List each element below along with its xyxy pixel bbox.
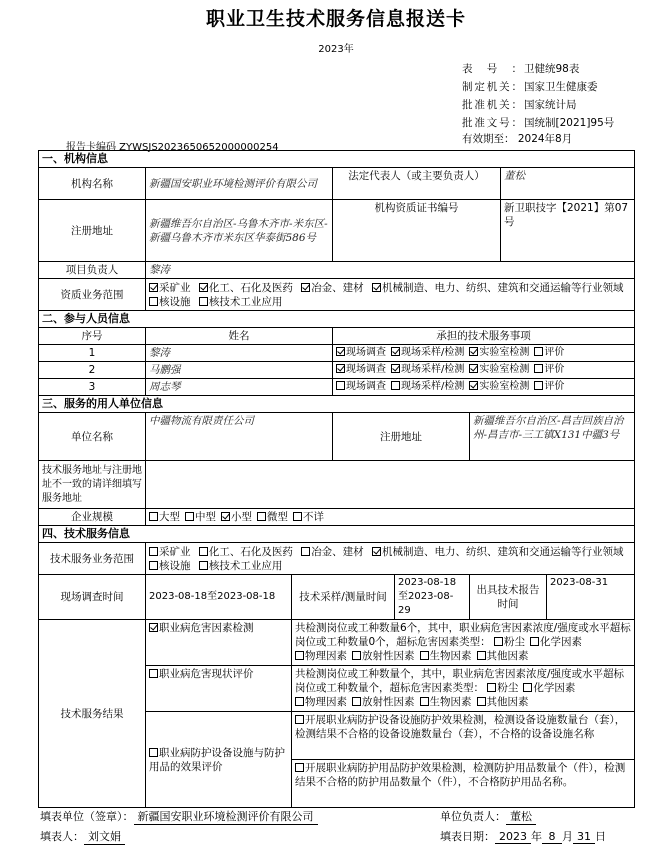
type-option[interactable] (530, 636, 582, 648)
result-detail (292, 620, 635, 666)
item-option[interactable] (391, 381, 464, 392)
reg-addr-label: 注册地址 (333, 413, 470, 461)
type-option[interactable] (477, 650, 529, 662)
filler-label: 填表人： (40, 830, 84, 843)
result-detail (292, 666, 635, 712)
col-name: 姓名 (146, 328, 333, 345)
checkbox[interactable] (293, 512, 302, 521)
type-label: 化学因素 (540, 636, 583, 648)
filler-value: 刘文娟 (84, 828, 125, 845)
unit-lead-value: 董松 (506, 808, 536, 825)
checkbox[interactable] (477, 697, 486, 706)
section-heading-org: 一、机构信息 (39, 151, 635, 168)
report-time-value: 2023-08-31 (547, 575, 635, 620)
item-label: 现场采样/检测 (401, 381, 465, 392)
scope-label: 资质业务范围 (39, 279, 146, 311)
size-option-label: 大型 (159, 511, 180, 523)
size-label: 企业规模 (39, 509, 146, 526)
item-label: 现场调查 (346, 347, 386, 358)
scope-option-label: 采矿业 (159, 545, 191, 558)
type-option[interactable] (523, 682, 575, 694)
checkbox[interactable] (149, 547, 158, 556)
type-option[interactable] (352, 696, 415, 708)
checkbox[interactable] (391, 347, 400, 356)
checkbox[interactable] (199, 283, 208, 292)
scope-option-label: 核技术工业应用 (208, 295, 283, 308)
size-option-label: 微型 (267, 511, 288, 523)
size-options (146, 509, 635, 526)
checkbox[interactable] (530, 637, 539, 646)
checkbox[interactable] (420, 697, 429, 706)
size-option-label: 小型 (231, 511, 252, 523)
cert-value: 新卫职技字【2021】第07号 (501, 200, 635, 262)
size-option[interactable] (257, 511, 288, 523)
checkbox[interactable] (487, 683, 496, 692)
person-items (333, 345, 635, 362)
report-code: 报告卡编码 ZYWSJS2023650652000000254 (66, 142, 279, 153)
type-option[interactable] (352, 650, 415, 662)
type-label: 粉尘 (504, 636, 526, 648)
type-option[interactable] (295, 650, 347, 662)
item-option[interactable] (336, 381, 386, 392)
person-items (333, 362, 635, 379)
meta-label: 制定机关： (462, 81, 522, 93)
scope-option-label: 冶金、建材 (311, 281, 364, 294)
checkbox[interactable] (523, 683, 532, 692)
table-row (39, 345, 635, 362)
checkbox[interactable] (534, 381, 543, 390)
checkbox[interactable] (336, 381, 345, 390)
result-label: 职业病危害因素检测 (159, 622, 254, 634)
project-lead-value: 黎涛 (146, 262, 635, 279)
type-label: 化学因素 (533, 682, 576, 694)
checkbox[interactable] (301, 547, 310, 556)
section-heading-service: 四、技术服务信息 (39, 526, 635, 543)
size-option-label: 不详 (303, 511, 324, 523)
item-label: 现场采样/检测 (401, 364, 465, 375)
type-label: 物理因素 (305, 696, 347, 708)
legal-rep-label: 法定代表人（或主要负责人） (333, 168, 501, 200)
checkbox[interactable] (149, 561, 158, 570)
checkbox[interactable] (295, 763, 304, 772)
checkbox[interactable] (336, 347, 345, 356)
survey-time-label: 现场调查时间 (39, 575, 146, 620)
sampling-time-value: 2023-08-18至2023-08-29 (395, 575, 470, 620)
valid-until: 有效期至： 2024年8月 (462, 133, 573, 145)
result-text: 开展职业病防护设备设施防护效果检测，检测设备设施数量台（套），检测结果不合格的设备设施数量台（套），不合格的设备设施名称 (295, 714, 626, 740)
checkbox[interactable] (534, 347, 543, 356)
meta-row (462, 78, 614, 96)
meta-row (462, 60, 614, 78)
date-year: 2023 (495, 830, 531, 844)
type-label: 放射性因素 (362, 650, 415, 662)
checkbox[interactable] (295, 651, 304, 660)
checkbox[interactable] (199, 297, 208, 306)
result-detail (292, 760, 635, 808)
person-no: 3 (39, 379, 146, 396)
result-text: 开展职业病防护用品防护效果检测，检测防护用品数量个（件），检测结果不合格的防护用品数量个（件），不合格防护用品名称。 (295, 762, 626, 788)
size-option[interactable] (149, 511, 180, 523)
scope-options (146, 279, 635, 311)
scope-option[interactable] (372, 282, 624, 294)
person-name: 马鹏强 (146, 362, 333, 379)
section-heading-people: 二、参与人员信息 (39, 311, 635, 328)
item-option[interactable] (469, 381, 529, 392)
scope-option[interactable] (199, 282, 293, 294)
date-year-unit: 年 (531, 830, 542, 843)
date-day-unit: 日 (595, 830, 606, 843)
unit-name-label: 单位名称 (39, 413, 146, 461)
meta-label: 批准机关： (462, 99, 522, 111)
scope-option[interactable] (149, 546, 191, 558)
checkbox[interactable] (372, 547, 381, 556)
size-option-label: 中型 (195, 511, 216, 523)
checkbox[interactable] (494, 637, 503, 646)
meta-value: 国家统计局 (524, 99, 577, 111)
org-name-label: 机构名称 (39, 168, 146, 200)
checkbox[interactable] (149, 748, 158, 757)
checkbox[interactable] (420, 651, 429, 660)
type-option[interactable] (494, 636, 525, 648)
unit-name-value: 中疆物流有限责任公司 (146, 413, 333, 461)
type-option[interactable] (295, 696, 347, 708)
item-label: 现场采样/检测 (401, 347, 465, 358)
type-label: 物理因素 (305, 650, 347, 662)
item-option[interactable] (336, 347, 386, 358)
scope-option-label: 核设施 (159, 295, 191, 308)
sampling-time-label: 技术采样/测量时间 (292, 575, 395, 620)
service-addr-label: 技术服务地址与注册地址不一致的请详细填写服务地址 (39, 461, 146, 509)
item-option[interactable] (534, 364, 564, 375)
scope-option[interactable] (149, 560, 191, 572)
project-lead-label: 项目负责人 (39, 262, 146, 279)
item-option[interactable] (391, 364, 464, 375)
meta-value: 国家卫生健康委 (524, 81, 598, 93)
item-option[interactable] (469, 347, 529, 358)
type-label: 其他因素 (486, 696, 529, 708)
type-label: 放射性因素 (362, 696, 415, 708)
checkbox[interactable] (199, 547, 208, 556)
checkbox[interactable] (149, 283, 158, 292)
meta-label: 表号： (462, 63, 522, 75)
checkbox[interactable] (199, 561, 208, 570)
person-items (333, 379, 635, 396)
results-label: 技术服务结果 (39, 620, 146, 808)
scope-option[interactable] (149, 296, 191, 308)
checkbox[interactable] (469, 347, 478, 356)
service-scope-label: 技术服务业务范围 (39, 543, 146, 575)
scope-option-label: 化工、石化及医药 (208, 281, 293, 294)
item-option[interactable] (534, 381, 564, 392)
checkbox[interactable] (372, 283, 381, 292)
item-label: 评价 (544, 347, 565, 358)
info-card-table (38, 150, 635, 808)
scope-option[interactable] (149, 282, 191, 294)
table-row (39, 362, 635, 379)
scope-option-label: 化工、石化及医药 (208, 545, 293, 558)
type-label: 生物因素 (429, 696, 472, 708)
col-items: 承担的技术服务事项 (333, 328, 635, 345)
fill-date (440, 828, 606, 844)
checkbox[interactable] (301, 283, 310, 292)
checkbox[interactable] (469, 364, 478, 373)
item-label: 实验室检测 (479, 381, 530, 392)
checkbox[interactable] (221, 512, 230, 521)
checkbox[interactable] (469, 381, 478, 390)
legal-rep-value: 董松 (501, 168, 635, 200)
scope-option[interactable] (301, 546, 364, 558)
date-month-unit: 月 (562, 830, 573, 843)
scope-option[interactable] (199, 560, 283, 572)
unit-lead-label: 单位负责人： (440, 810, 506, 823)
result-detail (292, 712, 635, 760)
size-option[interactable] (221, 511, 252, 523)
checkbox[interactable] (295, 697, 304, 706)
result-block (146, 620, 292, 666)
checkbox[interactable] (534, 364, 543, 373)
scope-option[interactable] (199, 546, 293, 558)
type-label: 其他因素 (486, 650, 529, 662)
service-addr-value (146, 461, 635, 509)
person-name: 黎涛 (146, 345, 333, 362)
card-year: 2023年 (318, 44, 354, 55)
filler-unit-label: 填表单位（签章）： (40, 810, 134, 823)
meta-block (462, 60, 614, 132)
type-option[interactable] (420, 650, 472, 662)
scope-option[interactable] (372, 546, 624, 558)
checkbox[interactable] (257, 512, 266, 521)
type-option[interactable] (477, 696, 529, 708)
item-label: 实验室检测 (479, 347, 530, 358)
checkbox[interactable] (149, 297, 158, 306)
scope-option-label: 机械制造、电力、纺织、建筑和交通运输等行业领域 (382, 281, 624, 294)
checkbox[interactable] (149, 623, 158, 632)
result-label: 职业病防护设备设施与防护用品的效果评价 (149, 746, 285, 773)
result-block (146, 666, 292, 712)
cert-label: 机构资质证书编号 (333, 200, 501, 262)
item-label: 现场调查 (346, 381, 386, 392)
size-option[interactable] (293, 511, 324, 523)
result-text: 共检测岗位或工种数量6个，其中，职业病危害因素浓度/强度或水平超标岗位或工种数量0个，超标危害因素类型： (295, 622, 631, 648)
checkbox[interactable] (391, 364, 400, 373)
scope-option-label: 采矿业 (159, 281, 191, 294)
checkbox[interactable] (352, 697, 361, 706)
item-option[interactable] (391, 347, 464, 358)
meta-value: 卫健统98表 (524, 63, 580, 75)
item-label: 评价 (544, 364, 565, 375)
checkbox[interactable] (336, 364, 345, 373)
type-label: 生物因素 (429, 650, 472, 662)
checkbox[interactable] (295, 715, 304, 724)
table-row (39, 379, 635, 396)
meta-label: 批准文号： (462, 117, 522, 129)
org-name-value: 新疆国安职业环境检测评价有限公司 (146, 168, 333, 200)
scope-option-label: 冶金、建材 (311, 545, 364, 558)
filler-unit-value: 新疆国安职业环境检测评价有限公司 (134, 808, 318, 825)
section-heading-employer: 三、服务的用人单位信息 (39, 396, 635, 413)
person-no: 2 (39, 362, 146, 379)
result-label: 职业病危害现状评价 (159, 668, 254, 680)
checkbox[interactable] (185, 512, 194, 521)
report-time-label: 出具技术报告时间 (470, 575, 547, 620)
date-label: 填表日期： (440, 830, 495, 843)
size-option[interactable] (185, 511, 216, 523)
checkbox[interactable] (391, 381, 400, 390)
address-label: 注册地址 (39, 200, 146, 262)
item-label: 现场调查 (346, 364, 386, 375)
reg-addr-value: 新疆维吾尔自治区-昌吉回族自治州-昌吉市-三工镇X131中疆3号 (470, 413, 635, 461)
service-scope-options (146, 543, 635, 575)
meta-row (462, 96, 614, 114)
item-label: 评价 (544, 381, 565, 392)
item-option[interactable] (534, 347, 564, 358)
type-option[interactable] (420, 696, 472, 708)
scope-option-label: 核技术工业应用 (208, 559, 283, 572)
meta-value: 国统制[2021]95号 (524, 117, 615, 129)
scope-option[interactable] (301, 282, 364, 294)
item-option[interactable] (336, 364, 386, 375)
address-value: 新疆维吾尔自治区-乌鲁木齐市-米东区-新疆乌鲁木齐市米东区华泰街586号 (146, 200, 333, 262)
checkbox[interactable] (149, 512, 158, 521)
meta-row (462, 114, 614, 132)
type-option[interactable] (487, 682, 518, 694)
filler (40, 828, 125, 845)
scope-option-label: 机械制造、电力、纺织、建筑和交通运输等行业领域 (382, 545, 624, 558)
person-name: 周志琴 (146, 379, 333, 396)
result-text: 共检测岗位或工种数量个，其中，职业病危害因素浓度/强度或水平超标岗位或工种数量个，超标危害因素类型： (295, 668, 625, 694)
checkbox[interactable] (477, 651, 486, 660)
date-day: 31 (573, 830, 595, 844)
date-month: 8 (542, 830, 562, 844)
person-no: 1 (39, 345, 146, 362)
checkbox[interactable] (352, 651, 361, 660)
col-no: 序号 (39, 328, 146, 345)
scope-option[interactable] (199, 296, 283, 308)
scope-option-label: 核设施 (159, 559, 191, 572)
card-title: 职业卫生技术服务信息报送卡 (205, 8, 466, 30)
filler-unit (40, 808, 318, 825)
item-option[interactable] (469, 364, 529, 375)
type-label: 粉尘 (497, 682, 519, 694)
item-label: 实验室检测 (479, 364, 530, 375)
checkbox[interactable] (149, 669, 158, 678)
unit-lead (440, 808, 536, 825)
survey-time-value: 2023-08-18至2023-08-18 (146, 575, 292, 620)
result-block (146, 712, 292, 808)
